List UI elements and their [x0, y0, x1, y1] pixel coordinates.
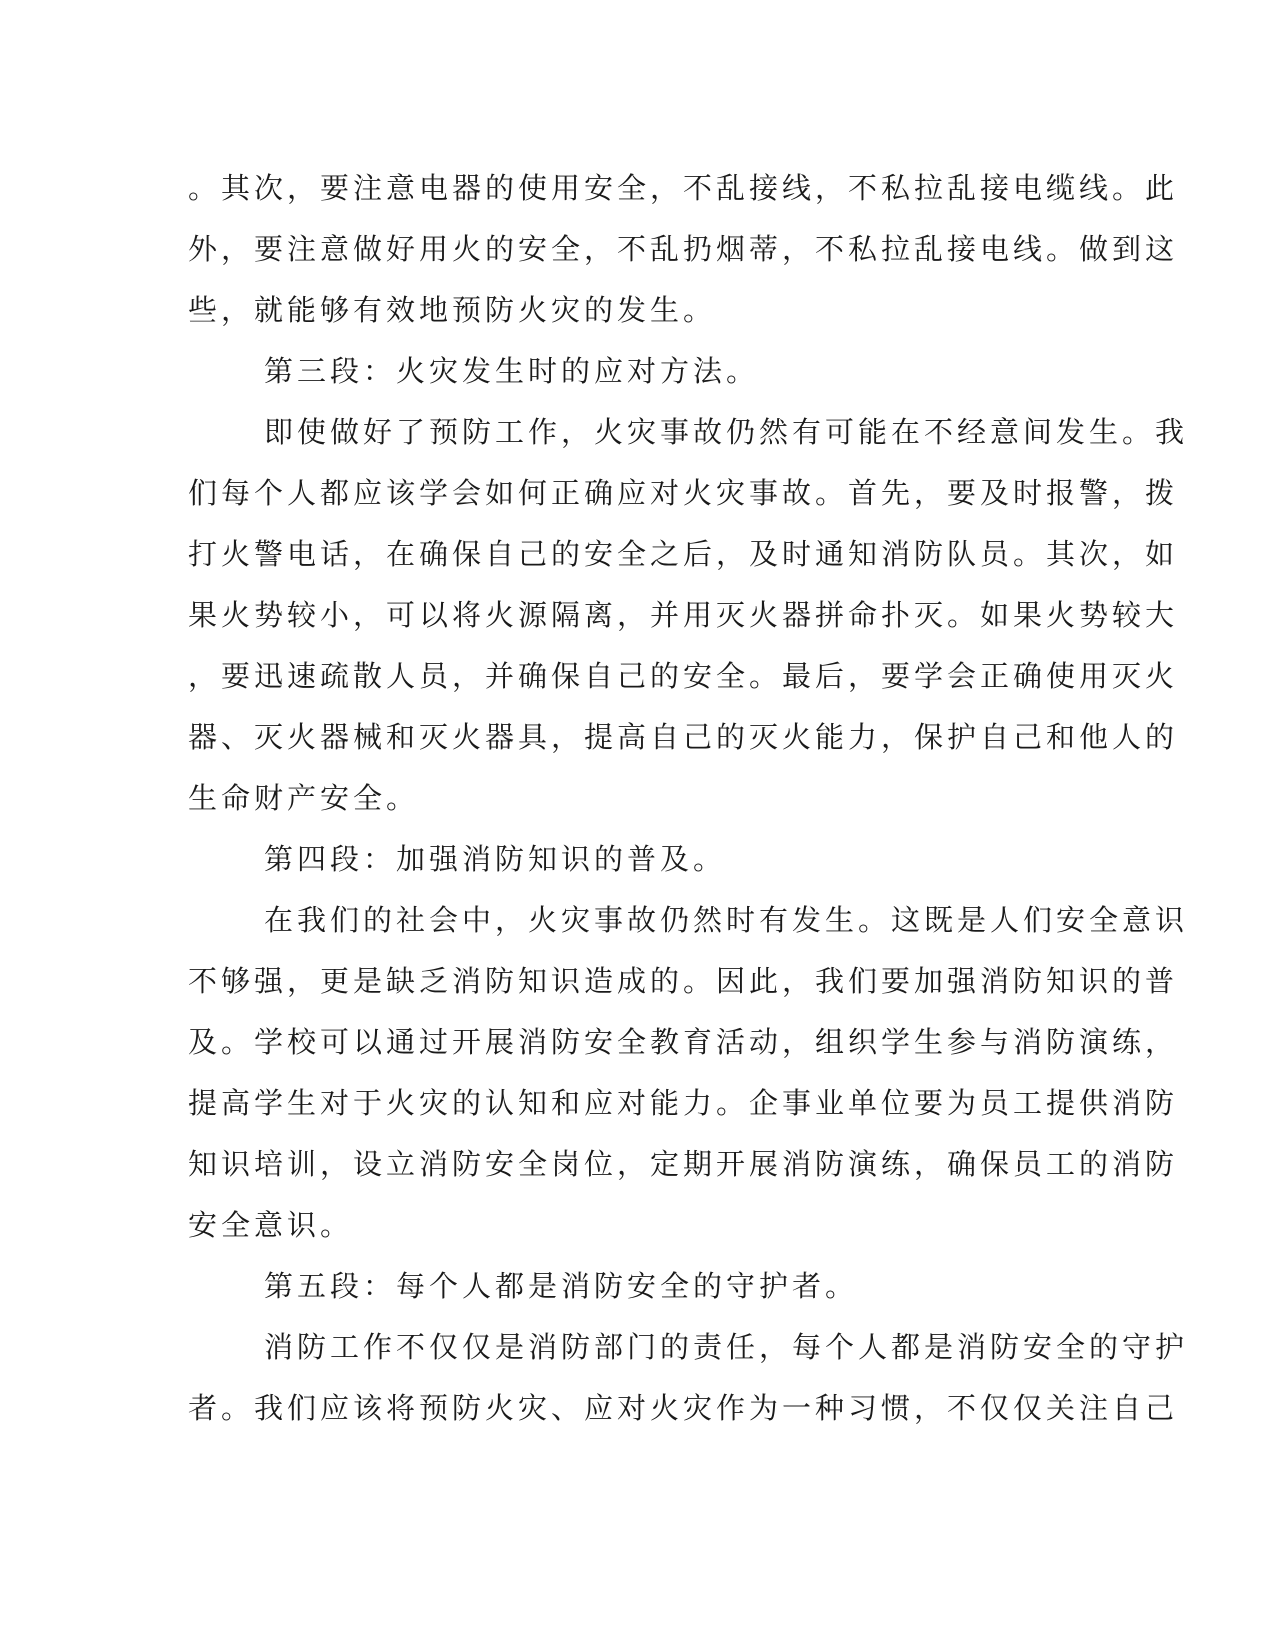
text-line: 外，要注意做好用火的安全，不乱扔烟蒂，不私拉乱接电线。做到这: [188, 232, 1179, 266]
text-line: 提高学生对于火灾的认知和应对能力。企事业单位要为员工提供消防: [188, 1086, 1179, 1120]
text-line: 即使做好了预防工作，火灾事故仍然有可能在不经意间发生。我: [264, 415, 1189, 449]
text-line: 果火势较小，可以将火源隔离，并用灭火器拼命扑灭。如果火势较大: [188, 598, 1179, 632]
text-line: 消防工作不仅仅是消防部门的责任，每个人都是消防安全的守护: [264, 1330, 1189, 1364]
text-line: 们每个人都应该学会如何正确应对火灾事故。首先，要及时报警，拨: [188, 476, 1179, 510]
section-heading-4: 第四段：加强消防知识的普及。: [264, 842, 727, 876]
text-line: 及。学校可以通过开展消防安全教育活动，组织学生参与消防演练，: [188, 1025, 1179, 1059]
text-line: 不够强，更是缺乏消防知识造成的。因此，我们要加强消防知识的普: [188, 964, 1179, 998]
text-line: 知识培训，设立消防安全岗位，定期开展消防演练，确保员工的消防: [188, 1147, 1179, 1181]
text-line: 器、灭火器械和灭火器具，提高自己的灭火能力，保护自己和他人的: [188, 720, 1179, 754]
section-heading-5: 第五段：每个人都是消防安全的守护者。: [264, 1269, 859, 1303]
text-line: 打火警电话，在确保自己的安全之后，及时通知消防队员。其次，如: [188, 537, 1179, 571]
text-line: 者。我们应该将预防火灾、应对火灾作为一种习惯，不仅仅关注自己: [188, 1391, 1179, 1425]
body-text: [188, 158, 1189, 1439]
text-line: ，要迅速疏散人员，并确保自己的安全。最后，要学会正确使用灭火: [188, 659, 1179, 693]
section-heading-3: 第三段：火灾发生时的应对方法。: [264, 354, 760, 388]
text-line: 在我们的社会中，火灾事故仍然时有发生。这既是人们安全意识: [264, 903, 1189, 937]
text-line: 些，就能够有效地预防火灾的发生。: [188, 293, 717, 327]
text-line: 生命财产安全。: [188, 781, 420, 815]
text-line: 安全意识。: [188, 1208, 354, 1242]
text-line: 。其次，要注意电器的使用安全，不乱接线，不私拉乱接电缆线。此: [188, 171, 1179, 205]
